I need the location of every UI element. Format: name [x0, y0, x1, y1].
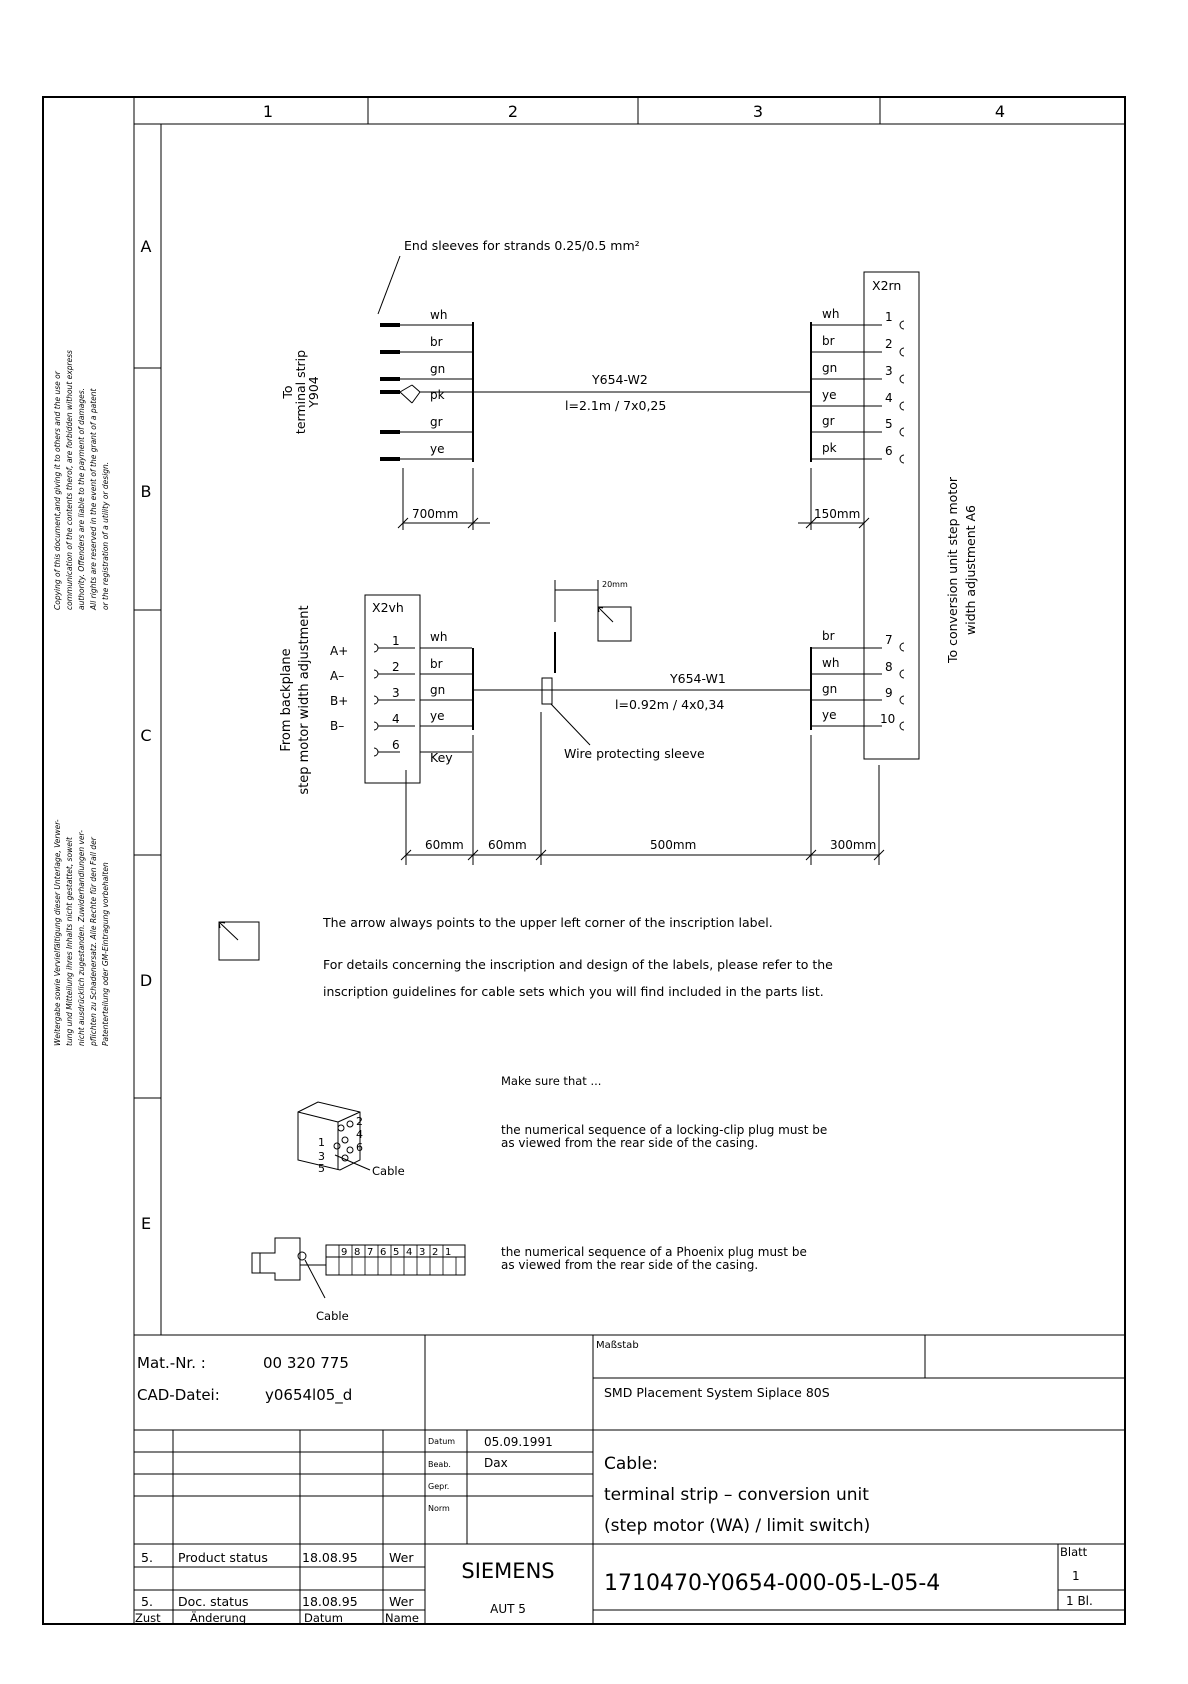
- wire-color-label: wh: [430, 630, 448, 644]
- dimension-lines-top: [398, 468, 869, 530]
- label-line: From backplane: [279, 648, 294, 752]
- pin-number: 2: [392, 660, 400, 674]
- wire-color-label: gn: [822, 682, 838, 696]
- wire-color-label: br: [822, 334, 835, 348]
- pin-number: 9: [885, 686, 893, 700]
- dimension-label: 700mm: [412, 507, 459, 521]
- label-line: terminal strip: [293, 349, 308, 435]
- cable-label: Cable: [372, 1164, 405, 1178]
- title-line-2: terminal strip – conversion unit: [604, 1485, 869, 1505]
- cable-label: Cable: [316, 1309, 349, 1323]
- phoenix-note-line: as viewed from the rear side of the casing.: [501, 1258, 759, 1272]
- revision-date: 18.08.95: [302, 1550, 358, 1565]
- dimension-label: 300mm: [830, 838, 877, 852]
- plug-pin-number: 1: [318, 1136, 325, 1149]
- cable-w2-name: Y654-W2: [592, 372, 648, 387]
- signal-label: A–: [330, 669, 345, 683]
- date-value: 05.09.1991: [484, 1435, 553, 1449]
- row-marker-d: D: [139, 971, 153, 990]
- label-line: To conversion unit step motor: [945, 476, 960, 664]
- cable-w2-spec: l=2.1m / 7x0,25: [565, 398, 667, 413]
- checked-label: Gepr.: [428, 1482, 450, 1491]
- wire-color-label: wh: [822, 307, 840, 321]
- plug-pin-number: 4: [356, 1128, 363, 1141]
- cable-w1-spec: l=0.92m / 4x0,34: [615, 697, 725, 712]
- mat-nr-value: 00 320 775: [263, 1354, 349, 1372]
- dimension-label: 20mm: [602, 580, 628, 589]
- pin-number: 4: [885, 391, 893, 405]
- wire-color-label: ye: [822, 388, 837, 402]
- pin-number: 2: [885, 337, 893, 351]
- revision-zust: 5.: [141, 1594, 153, 1609]
- label-line: width adjustment A6: [963, 505, 978, 635]
- row-marker-b: B: [140, 482, 152, 501]
- wire-color-label: gr: [822, 414, 835, 428]
- revision-name: Wer: [389, 1594, 414, 1609]
- side-note-de-line: Patenterteilung oder GM-Eintragung vorbehalten: [101, 862, 110, 1046]
- row-marker-a: A: [140, 237, 152, 256]
- wire-color-label: pk: [822, 441, 837, 455]
- wire-color-label: pk: [430, 388, 445, 402]
- label-line: step motor width adjustment: [297, 605, 312, 795]
- w1-left-wires: [420, 648, 473, 752]
- pin-number: 7: [885, 633, 893, 647]
- arrow-note: The arrow always points to the upper left corner of the inscription label.: [323, 915, 773, 930]
- header-aenderung: Änderung: [190, 1611, 247, 1625]
- revision-text: Product status: [178, 1550, 268, 1565]
- column-marker-4: 4: [994, 102, 1006, 121]
- arrow-label-icon: [219, 922, 259, 960]
- column-marker-2: 2: [507, 102, 519, 121]
- header-datum: Datum: [304, 1611, 343, 1625]
- plug-pin-number: 4: [406, 1247, 413, 1258]
- sheet-total: 1 Bl.: [1066, 1594, 1093, 1608]
- side-note-en-line: authority. Offenders are liable to the payment of damages.: [77, 387, 86, 610]
- pin-number: 1: [885, 310, 893, 324]
- pin-number: 1: [392, 634, 400, 648]
- side-note-english: [53, 350, 110, 611]
- plug-pin-number: 7: [367, 1247, 374, 1258]
- cable-w1-name: Y654-W1: [670, 671, 726, 686]
- terminal-strip-label: [280, 350, 321, 434]
- plug-pin-number: 2: [432, 1247, 439, 1258]
- wire-color-label: wh: [822, 656, 840, 670]
- cad-file-value: y0654l05_d: [265, 1386, 353, 1404]
- conversion-unit-label: [945, 476, 978, 664]
- document-number: 1710470-Y0654-000-05-L-05-4: [604, 1571, 941, 1596]
- system-name: SMD Placement System Siplace 80S: [604, 1385, 830, 1400]
- phoenix-note-line: the numerical sequence of a Phoenix plug must be: [501, 1245, 807, 1259]
- dimension-label: 60mm: [488, 838, 527, 852]
- side-note-de-line: nicht ausdrücklich zugestanden. Zuwiderhandlungen ver-: [77, 830, 86, 1046]
- plug-pin-number: 8: [354, 1247, 361, 1258]
- plug-pin-number: 9: [341, 1247, 348, 1258]
- wire-color-label: gn: [430, 683, 446, 697]
- side-note-de-line: pflichten zu Schadenersatz. Alle Rechte für den Fall der: [89, 837, 98, 1046]
- connector-x2vh-label: X2vh: [372, 600, 404, 615]
- label-line: To: [280, 385, 295, 399]
- plug-pin-number: 6: [356, 1141, 363, 1154]
- pin-number: 10: [880, 712, 896, 726]
- wire-color-label: br: [822, 629, 835, 643]
- side-note-en-line: or the registration of a utility or design.: [101, 461, 110, 610]
- wire-protecting-sleeve: [542, 580, 631, 745]
- label-line: Y904: [306, 376, 321, 408]
- pin-number: 6: [885, 444, 893, 458]
- wire-color-label: br: [430, 657, 443, 671]
- dimension-label: 150mm: [814, 507, 861, 521]
- plug-pin-number: 3: [318, 1150, 325, 1163]
- dimension-label: 60mm: [425, 838, 464, 852]
- signal-label: B–: [330, 719, 345, 733]
- edited-by-value: Dax: [484, 1456, 508, 1470]
- column-marker-3: 3: [752, 102, 764, 121]
- scale-label: Maßstab: [596, 1340, 639, 1351]
- details-note-line: For details concerning the inscription and design of the labels, please refer to the: [323, 957, 833, 972]
- side-note-en-line: communication of the contents therof, are forbidden without express: [65, 350, 74, 610]
- pin-number: 3: [392, 686, 400, 700]
- sheet-number: 1: [1072, 1569, 1080, 1583]
- plug-pin-number: 5: [318, 1162, 325, 1175]
- wire-color-label: gn: [822, 361, 838, 375]
- header-name: Name: [385, 1611, 419, 1625]
- end-sleeves-note: End sleeves for strands 0.25/0.5 mm²: [404, 238, 640, 253]
- side-note-de-line: Weitergabe sowie Vervielfältigung dieser Unterlage, Verwer-: [53, 819, 62, 1046]
- plug-pin-number: 2: [356, 1115, 363, 1128]
- end-sleeves: [380, 323, 412, 461]
- make-sure-note: Make sure that ...: [501, 1074, 602, 1088]
- row-marker-c: C: [140, 726, 152, 745]
- wire-color-label: ye: [430, 709, 445, 723]
- sleeve-note: Wire protecting sleeve: [564, 746, 705, 761]
- connector-x2rn-label: X2rn: [872, 278, 902, 293]
- wire-color-label: gn: [430, 362, 446, 376]
- backplane-label: [279, 605, 312, 794]
- revision-zust: 5.: [141, 1550, 153, 1565]
- company-name: SIEMENS: [461, 1559, 555, 1583]
- dimension-label: 500mm: [650, 838, 697, 852]
- pin-number: 6: [392, 738, 400, 752]
- revision-name: Wer: [389, 1550, 414, 1565]
- column-marker-1: 1: [262, 102, 274, 121]
- norm-label: Norm: [428, 1504, 450, 1513]
- mat-nr-label: Mat.-Nr. :: [137, 1354, 206, 1372]
- locking-note-line: as viewed from the rear side of the casing.: [501, 1136, 759, 1150]
- sheet-label: Blatt: [1060, 1545, 1088, 1559]
- pin-number: 4: [392, 712, 400, 726]
- revision-date: 18.08.95: [302, 1594, 358, 1609]
- locking-note-line: the numerical sequence of a locking-clip plug must be: [501, 1123, 828, 1137]
- department: AUT 5: [490, 1602, 526, 1616]
- wire-color-label: gr: [430, 415, 443, 429]
- revision-text: Doc. status: [178, 1594, 249, 1609]
- pin-number: 3: [885, 364, 893, 378]
- details-note-line: inscription guidelines for cable sets which you will find included in the parts list.: [323, 984, 824, 999]
- row-marker-e: E: [140, 1214, 152, 1233]
- title-line-1: Cable:: [604, 1454, 658, 1474]
- signal-label: B+: [330, 694, 349, 708]
- dimension-lines-bottom: [401, 712, 884, 865]
- wire-color-label: wh: [430, 308, 448, 322]
- side-note-de-line: tung und Mitteilung ihres Inhalts nicht gestattet, soweit: [65, 837, 74, 1046]
- wire-color-label: br: [430, 335, 443, 349]
- header-zust: Zust: [135, 1611, 161, 1625]
- side-note-german: [53, 819, 110, 1047]
- plug-pin-number: 5: [393, 1247, 400, 1258]
- plug-pin-number: 3: [419, 1247, 426, 1258]
- side-note-en-line: Copying of this document,and giving it to others and the use or: [53, 371, 62, 610]
- wire-color-label: ye: [430, 442, 445, 456]
- edited-by-label: Beab.: [428, 1460, 451, 1469]
- pin-number: 5: [885, 417, 893, 431]
- signal-label: A+: [330, 644, 349, 658]
- pin-number: 8: [885, 660, 893, 674]
- cad-file-label: CAD-Datei:: [137, 1386, 220, 1404]
- wire-color-label: ye: [822, 708, 837, 722]
- title-line-3: (step motor (WA) / limit switch): [604, 1516, 871, 1536]
- plug-pin-number: 1: [445, 1247, 452, 1258]
- key-label: Key: [430, 750, 453, 765]
- date-label: Datum: [428, 1437, 456, 1446]
- side-note-en-line: All rights are reserved in the event of the grant of a patent: [89, 388, 98, 610]
- plug-pin-number: 6: [380, 1247, 387, 1258]
